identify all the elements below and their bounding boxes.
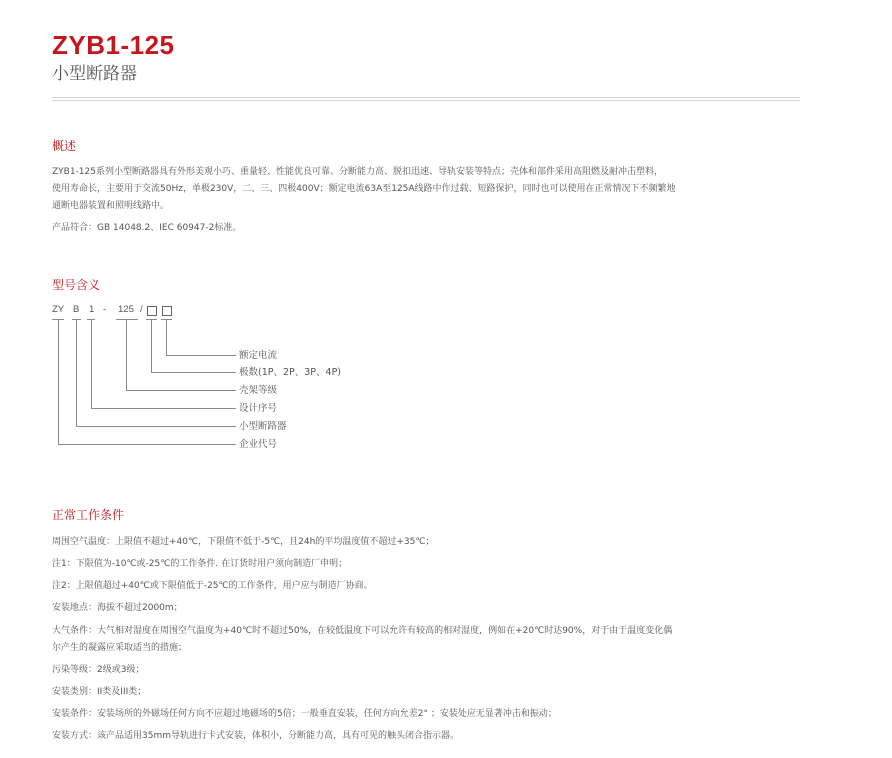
condition-line: 污染等级：2级或3级；	[52, 665, 145, 675]
legend-type: 小型断路器	[239, 421, 287, 432]
model-code-diagram	[52, 303, 392, 463]
leader-poles-h	[151, 372, 236, 373]
overview-standard: 产品符合：GB 14048.2、IEC 60947-2标准。	[52, 223, 242, 233]
model-meaning-title: 型号含义	[52, 278, 101, 292]
overview-line: 通断电器装置和照明线路中。	[52, 201, 170, 211]
leader-frame-v	[126, 319, 127, 390]
product-subtitle: 小型断路器	[52, 64, 137, 84]
leader-current-h	[166, 355, 236, 356]
code-part-slash: /	[140, 304, 143, 315]
divider-top	[52, 97, 800, 98]
leader-frame-h	[126, 390, 236, 391]
condition-line: 安装方式：该产品适用35mm导轨进行卡式安装，体积小，分断能力高，具有可见的触头闭合指示器。	[52, 731, 459, 741]
condition-line: 安装地点：海拔不超过2000m；	[52, 603, 183, 613]
conditions-title: 正常工作条件	[52, 508, 125, 522]
leader-current-v	[166, 319, 167, 355]
condition-line: 注2：上限值超过+40℃或下限值低于-25℃的工作条件，用户应与制造厂协商。	[52, 581, 373, 591]
overview-line: ZYB1-125系列小型断路器具有外形美观小巧、重量轻、性能优良可靠、分断能力高、脱扣迅速、导轨安装等特点；壳体和部件采用高阻燃及耐冲击塑料，	[52, 167, 663, 177]
condition-line: 安装条件：安装场所的外磁场任何方向不应超过地磁场的5倍；一般垂直安装，任何方向允差2° ；安装处应无显著冲击和振动；	[52, 709, 557, 719]
condition-line: 尔产生的凝露应采取适当的措施；	[52, 643, 188, 653]
poles-placeholder-box	[147, 306, 157, 316]
current-placeholder-box	[162, 306, 172, 316]
model-title: ZYB1-125	[52, 30, 175, 60]
condition-line: 周围空气温度：上限值不超过+40℃，下限值不低于-5℃，且24h的平均温度值不超过+35℃；	[52, 537, 435, 547]
leader-company-h	[58, 444, 236, 445]
leader-type-h	[76, 426, 236, 427]
code-part-company: ZY	[52, 304, 65, 315]
code-part-design: 1	[89, 304, 95, 315]
code-part-type: B	[73, 304, 80, 315]
condition-line: 注1：下限值为-10℃或-25℃的工作条件. 在订货时用户须向制造厂申明；	[52, 559, 348, 569]
leader-type-v	[76, 319, 77, 426]
leader-design-h	[91, 408, 236, 409]
leader-poles-v	[151, 319, 152, 372]
overview-title: 概述	[52, 139, 77, 153]
leader-design-v	[91, 319, 92, 408]
divider-bottom	[52, 100, 800, 101]
underline-frame	[116, 319, 138, 320]
legend-design: 设计序号	[239, 403, 278, 414]
legend-rated-current: 额定电流	[239, 350, 278, 361]
condition-line: 大气条件：大气相对湿度在周围空气温度为+40℃时不超过50%，在较低温度下可以允许有较高的相对湿度，例如在+20℃时达90%，对于由于温度变化偶	[52, 626, 673, 636]
legend-poles: 极数(1P、2P、3P、4P)	[239, 367, 342, 378]
legend-company: 企业代号	[239, 439, 278, 450]
condition-line: 安装类别：II类及III类；	[52, 687, 147, 697]
leader-company-v	[58, 319, 59, 444]
code-part-dash: -	[103, 304, 107, 315]
legend-frame: 壳架等级	[239, 385, 278, 396]
overview-line: 使用寿命长，主要用于交流50Hz，单极230V，二、三、四极400V；额定电流63A至125A线路中作过载、短路保护，同时也可以使用在正常情况下不频繁地	[52, 184, 676, 194]
code-part-frame: 125	[118, 304, 134, 315]
